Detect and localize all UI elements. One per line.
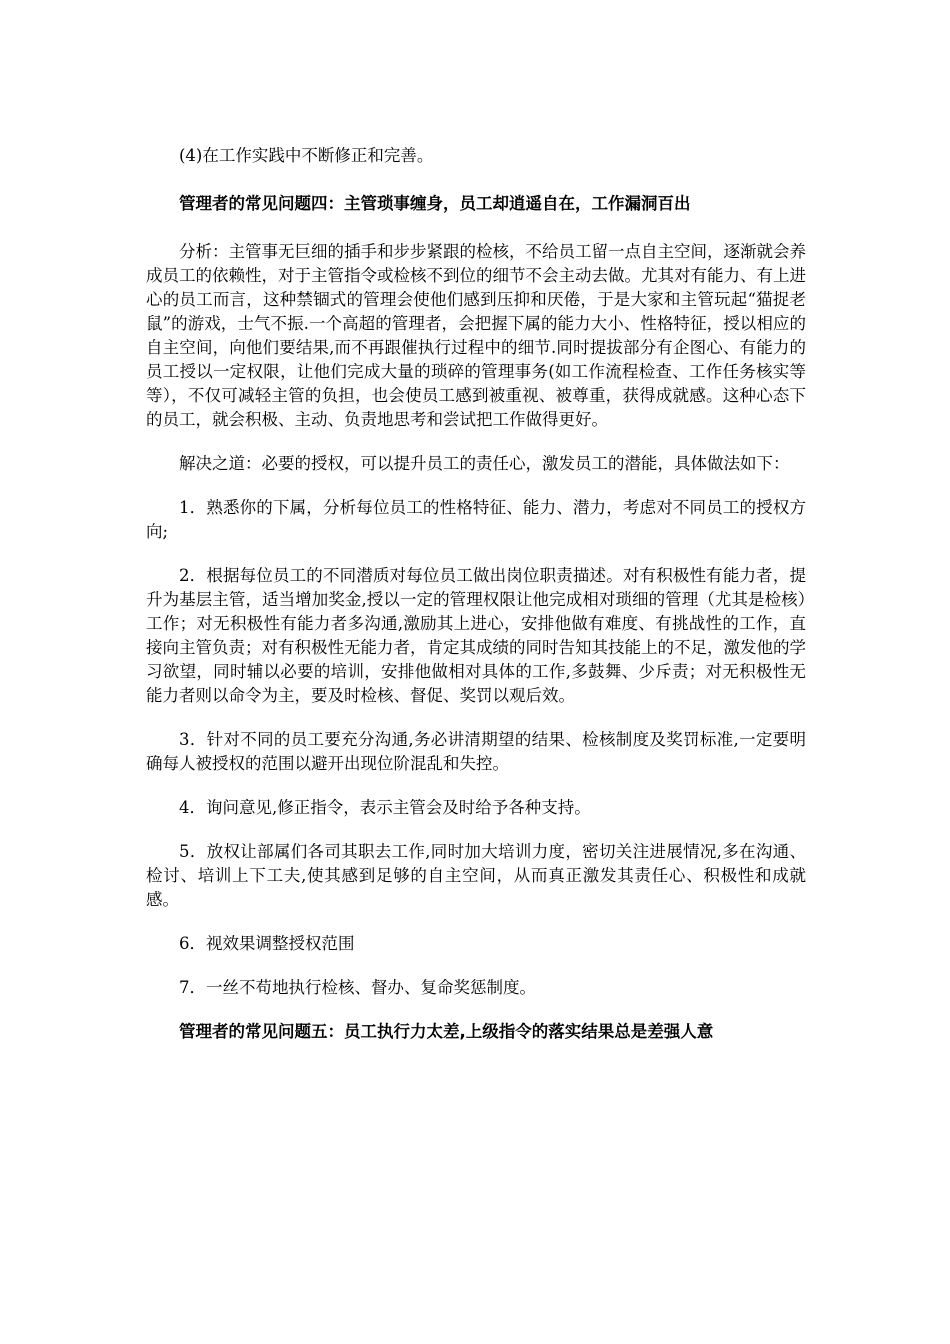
solution-step-2: 2．根据每位员工的不同潜质对每位员工做出岗位职责描述。对有积极性有能力者，提升为基层主管，适当增加奖金,授以一定的管理权限让他完成相对琐细的管理（尤其是检核）工作；对无积极性有能力者多沟通,激励其上进心，安排他做有难度、有挑战性的工作，直接向主管负责；对有积极性无能力者，肯定其成绩的同时告知其技能上的不足，激发他的学习欲望，同时辅以必要的培训，安排他做相对具体的工作,多鼓舞、少斥责；对无积极性无能力者则以命令为主，要及时检核、督促、奖罚以观后效。 (146, 566, 806, 705)
list-item-4: (4)在工作实践中不断修正和完善。 (179, 146, 434, 165)
solution-step-3: 3．针对不同的员工要充分沟通,务必讲清期望的结果、检核制度及奖罚标准,一定要明确每人被授权的范围以避开出现位阶混乱和失控。 (146, 730, 806, 773)
section-heading-problem-4: 管理者的常见问题四：主管琐事缠身，员工却逍遥自在，工作漏洞百出 (179, 194, 691, 213)
solution-step-1: 1．熟悉你的下属，分析每位员工的性格特征、能力、潜力，考虑对不同员工的授权方向; (146, 498, 806, 541)
section-heading-problem-5: 管理者的常见问题五：员工执行力太差,上级指令的落实结果总是差强人意 (179, 1022, 714, 1041)
solution-step-5: 5．放权让部属们各司其职去工作,同时加大培训力度，密切关注进展情况,多在沟通、检讨、培训上下工夫,使其感到足够的自主空间，从而真正激发其责任心、积极性和成就感。 (146, 842, 806, 909)
document-page (146, 144, 806, 1044)
solution-intro-paragraph: 解决之道：必要的授权，可以提升员工的责任心，激发员工的潜能，具体做法如下： (179, 454, 790, 473)
solution-step-6: 6．视效果调整授权范围 (179, 934, 355, 953)
solution-step-7: 7．一丝不苟地执行检核、督办、复命奖惩制度。 (179, 978, 536, 997)
analysis-paragraph: 分析：主管事无巨细的插手和步步紧跟的检核，不给员工留一点自主空间，逐渐就会养成员工的依赖性，对于主管指令或检核不到位的细节不会主动去做。尤其对有能力、有上进心的员工而言，这种禁锢式的管理会使他们感到压抑和厌倦，于是大家和主管玩起“猫捉老鼠”的游戏，士气不振.一个高超的管理者，会把握下属的能力大小、性格特征，授以相应的自主空间，向他们要结果,而不再跟催执行过程中的细节.同时提拔部分有企图心、有能力的员工授以一定权限，让他们完成大量的琐碎的管理事务(如工作流程检查、工作任务核实等等），不仅可减轻主管的负担，也会使员工感到被重视、被尊重，获得成就感。这种心态下的员工，就会积极、主动、负责地思考和尝试把工作做得更好。 (146, 242, 806, 429)
solution-step-4: 4．询问意见,修正指令，表示主管会及时给予各种支持。 (179, 798, 591, 817)
